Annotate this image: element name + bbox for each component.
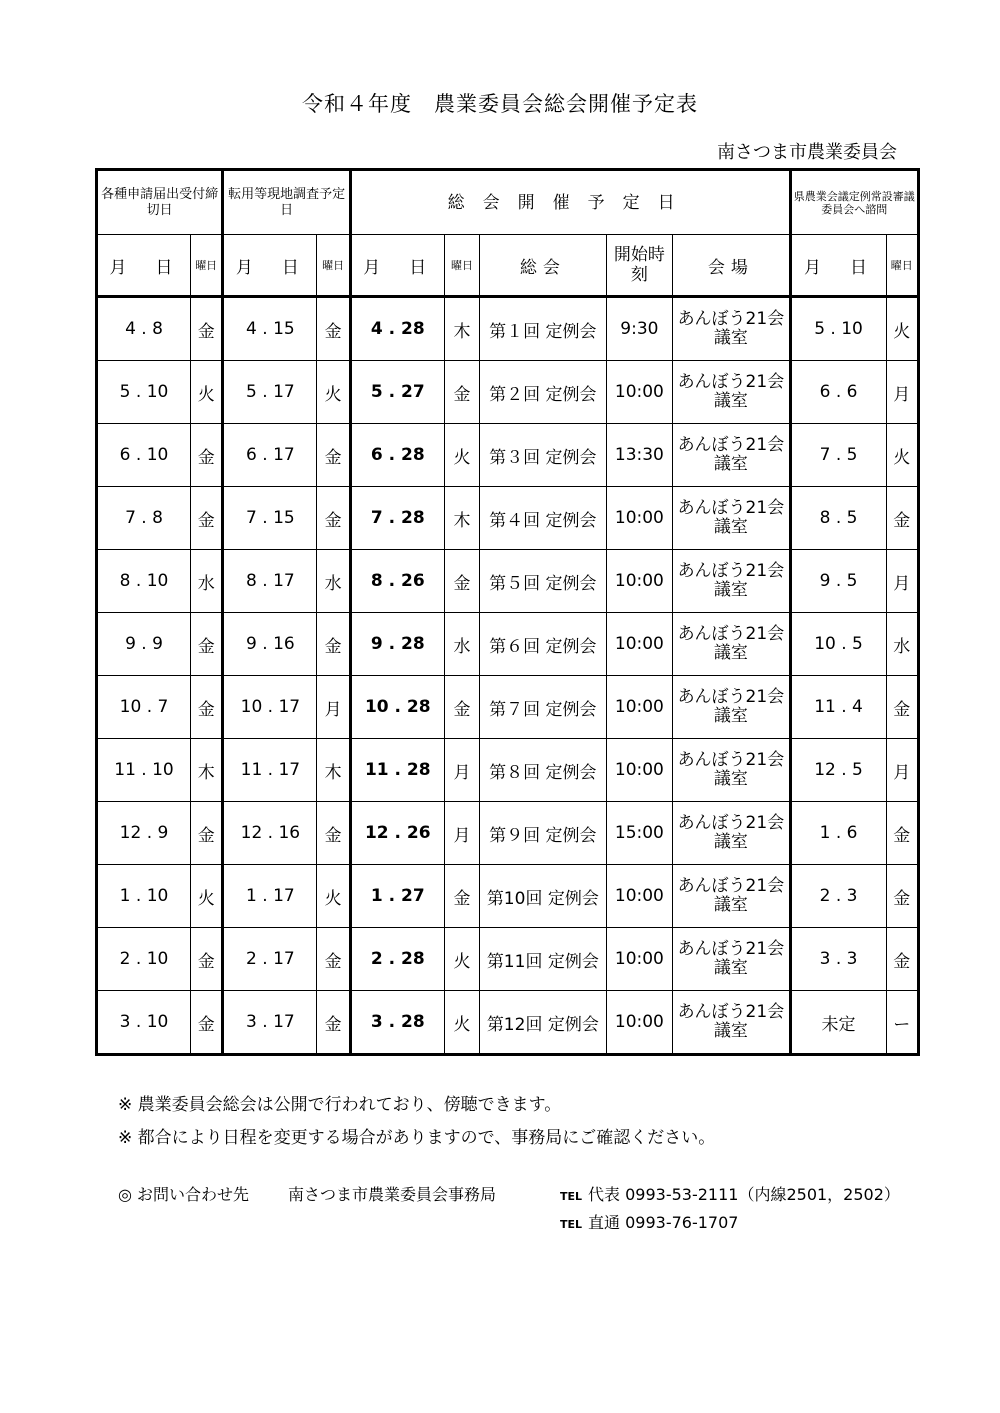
survey-weekday: 月 — [317, 676, 350, 739]
survey-weekday: 火 — [317, 865, 350, 928]
session-name: 第11回 定例会 — [480, 928, 606, 991]
contact-label: ◎ お問い合わせ先 — [118, 1185, 250, 1204]
deadline-date: 10 . 7 — [97, 676, 191, 739]
meeting-date: 10 . 28 — [350, 676, 444, 739]
table-row — [97, 550, 919, 613]
consult-date: 未定 — [790, 991, 886, 1055]
deadline-date: 11 . 10 — [97, 739, 191, 802]
start-time: 10:00 — [606, 928, 673, 991]
deadline-weekday: 金 — [191, 802, 223, 865]
deadline-weekday: 金 — [191, 424, 223, 487]
contact-dept: 南さつま市農業委員会事務局 — [288, 1185, 497, 1204]
consult-header: 県農業会議定例常設審議委員会へ諮問 — [790, 170, 918, 235]
deadline-date: 7 . 8 — [97, 487, 191, 550]
start-time: 10:00 — [606, 739, 673, 802]
table-row — [97, 928, 919, 991]
deadline-date: 3 . 10 — [97, 991, 191, 1055]
organization-name: 南さつま市農業委員会 — [717, 142, 897, 163]
session-name: 第５回 定例会 — [480, 550, 606, 613]
venue: あんぼう21会議室 — [673, 297, 790, 361]
venue: あんぼう21会議室 — [673, 550, 790, 613]
session-name: 第７回 定例会 — [480, 676, 606, 739]
consult-weekday: 月 — [886, 361, 918, 424]
start-time: 10:00 — [606, 550, 673, 613]
meeting-date: 3 . 28 — [350, 991, 444, 1055]
consult-weekday: 金 — [886, 865, 918, 928]
col-month-day: 月 日 — [97, 235, 191, 297]
table-row — [97, 487, 919, 550]
col-session: 総会 — [480, 235, 606, 297]
consult-date: 3 . 3 — [790, 928, 886, 991]
survey-date: 12 . 16 — [223, 802, 317, 865]
session-name: 第４回 定例会 — [480, 487, 606, 550]
table-row — [97, 739, 919, 802]
consult-date: 9 . 5 — [790, 550, 886, 613]
meeting-date: 2 . 28 — [350, 928, 444, 991]
consult-date: 11 . 4 — [790, 676, 886, 739]
survey-weekday: 水 — [317, 550, 350, 613]
tel-mark: TEL — [560, 1218, 583, 1231]
start-time: 10:00 — [606, 676, 673, 739]
col-month-day: 月 日 — [350, 235, 444, 297]
session-name: 第１回 定例会 — [480, 297, 606, 361]
survey-weekday: 木 — [317, 739, 350, 802]
notes — [118, 1090, 715, 1156]
consult-weekday: 火 — [886, 424, 918, 487]
schedule-table — [95, 168, 920, 1056]
meeting-weekday: 水 — [444, 613, 479, 676]
tel-direct — [560, 1210, 738, 1233]
consult-date: 8 . 5 — [790, 487, 886, 550]
meeting-weekday: 金 — [444, 865, 479, 928]
deadline-date: 8 . 10 — [97, 550, 191, 613]
col-weekday: 曜日 — [444, 235, 479, 297]
deadline-weekday: 木 — [191, 739, 223, 802]
consult-date: 6 . 6 — [790, 361, 886, 424]
survey-date: 1 . 17 — [223, 865, 317, 928]
survey-date: 10 . 17 — [223, 676, 317, 739]
meeting-date: 12 . 26 — [350, 802, 444, 865]
survey-date: 2 . 17 — [223, 928, 317, 991]
survey-date: 7 . 15 — [223, 487, 317, 550]
start-time: 9:30 — [606, 297, 673, 361]
deadline-date: 12 . 9 — [97, 802, 191, 865]
col-start-time: 開始時刻 — [606, 235, 673, 297]
meeting-date: 8 . 26 — [350, 550, 444, 613]
survey-date: 8 . 17 — [223, 550, 317, 613]
col-month-day: 月 日 — [223, 235, 317, 297]
deadline-date: 9 . 9 — [97, 613, 191, 676]
note-public: ※ 農業委員会総会は公開で行われており、傍聴できます。 — [118, 1095, 562, 1115]
venue: あんぼう21会議室 — [673, 424, 790, 487]
tel-main-number: 代表 0993-53-2111（内線2501，2502） — [588, 1185, 900, 1204]
deadline-header: 各種申請届出受付締切日 — [97, 170, 223, 235]
venue: あんぼう21会議室 — [673, 676, 790, 739]
deadline-date: 6 . 10 — [97, 424, 191, 487]
deadline-weekday: 火 — [191, 361, 223, 424]
deadline-weekday: 金 — [191, 991, 223, 1055]
table-row — [97, 424, 919, 487]
survey-date: 4 . 15 — [223, 297, 317, 361]
consult-weekday: ー — [886, 991, 918, 1055]
survey-weekday: 金 — [317, 928, 350, 991]
col-weekday: 曜日 — [886, 235, 918, 297]
session-name: 第８回 定例会 — [480, 739, 606, 802]
survey-weekday: 金 — [317, 613, 350, 676]
table-row — [97, 865, 919, 928]
col-weekday: 曜日 — [317, 235, 350, 297]
meeting-weekday: 月 — [444, 739, 479, 802]
consult-weekday: 金 — [886, 676, 918, 739]
deadline-weekday: 火 — [191, 865, 223, 928]
col-weekday: 曜日 — [191, 235, 223, 297]
meeting-weekday: 火 — [444, 928, 479, 991]
survey-weekday: 金 — [317, 297, 350, 361]
deadline-date: 4 . 8 — [97, 297, 191, 361]
meeting-weekday: 火 — [444, 424, 479, 487]
tel-direct-number: 直通 0993-76-1707 — [588, 1213, 739, 1232]
table-row — [97, 802, 919, 865]
meeting-date: 9 . 28 — [350, 613, 444, 676]
survey-weekday: 金 — [317, 991, 350, 1055]
meeting-weekday: 金 — [444, 361, 479, 424]
deadline-weekday: 水 — [191, 550, 223, 613]
start-time: 10:00 — [606, 487, 673, 550]
col-month-day: 月 日 — [790, 235, 886, 297]
venue: あんぼう21会議室 — [673, 802, 790, 865]
deadline-date: 5 . 10 — [97, 361, 191, 424]
consult-date: 7 . 5 — [790, 424, 886, 487]
meeting-header: 総会開催予定日 — [350, 170, 790, 235]
start-time: 15:00 — [606, 802, 673, 865]
session-name: 第２回 定例会 — [480, 361, 606, 424]
deadline-weekday: 金 — [191, 297, 223, 361]
venue: あんぼう21会議室 — [673, 487, 790, 550]
meeting-date: 6 . 28 — [350, 424, 444, 487]
venue: あんぼう21会議室 — [673, 928, 790, 991]
start-time: 10:00 — [606, 991, 673, 1055]
deadline-weekday: 金 — [191, 613, 223, 676]
session-name: 第12回 定例会 — [480, 991, 606, 1055]
table-row — [97, 991, 919, 1055]
consult-date: 12 . 5 — [790, 739, 886, 802]
table-row — [97, 676, 919, 739]
survey-weekday: 火 — [317, 361, 350, 424]
meeting-weekday: 木 — [444, 487, 479, 550]
consult-date: 2 . 3 — [790, 865, 886, 928]
survey-header: 転用等現地調査予定日 — [223, 170, 350, 235]
venue: あんぼう21会議室 — [673, 865, 790, 928]
start-time: 10:00 — [606, 865, 673, 928]
consult-weekday: 金 — [886, 802, 918, 865]
session-name: 第６回 定例会 — [480, 613, 606, 676]
meeting-weekday: 金 — [444, 676, 479, 739]
note-change: ※ 都合により日程を変更する場合がありますので、事務局にご確認ください。 — [118, 1128, 716, 1148]
meeting-date: 5 . 27 — [350, 361, 444, 424]
deadline-date: 1 . 10 — [97, 865, 191, 928]
survey-date: 9 . 16 — [223, 613, 317, 676]
table-row — [97, 297, 919, 361]
start-time: 10:00 — [606, 361, 673, 424]
consult-weekday: 水 — [886, 613, 918, 676]
deadline-weekday: 金 — [191, 676, 223, 739]
session-name: 第10回 定例会 — [480, 865, 606, 928]
consult-weekday: 月 — [886, 550, 918, 613]
consult-date: 5 . 10 — [790, 297, 886, 361]
survey-weekday: 金 — [317, 802, 350, 865]
meeting-weekday: 金 — [444, 550, 479, 613]
meeting-date: 1 . 27 — [350, 865, 444, 928]
survey-weekday: 金 — [317, 424, 350, 487]
consult-date: 1 . 6 — [790, 802, 886, 865]
meeting-weekday: 木 — [444, 297, 479, 361]
consult-weekday: 火 — [886, 297, 918, 361]
consult-weekday: 金 — [886, 487, 918, 550]
table-row — [97, 361, 919, 424]
survey-date: 11 . 17 — [223, 739, 317, 802]
session-name: 第９回 定例会 — [480, 802, 606, 865]
meeting-date: 7 . 28 — [350, 487, 444, 550]
page-title: 令和４年度 農業委員会総会開催予定表 — [302, 92, 698, 116]
consult-weekday: 月 — [886, 739, 918, 802]
meeting-weekday: 火 — [444, 991, 479, 1055]
start-time: 10:00 — [606, 613, 673, 676]
start-time: 13:30 — [606, 424, 673, 487]
consult-date: 10 . 5 — [790, 613, 886, 676]
venue: あんぼう21会議室 — [673, 613, 790, 676]
survey-weekday: 金 — [317, 487, 350, 550]
deadline-weekday: 金 — [191, 928, 223, 991]
venue: あんぼう21会議室 — [673, 361, 790, 424]
session-name: 第３回 定例会 — [480, 424, 606, 487]
survey-date: 3 . 17 — [223, 991, 317, 1055]
group-header-row — [97, 170, 919, 235]
meeting-date: 11 . 28 — [350, 739, 444, 802]
tel-mark: TEL — [560, 1190, 583, 1203]
table-row — [97, 613, 919, 676]
consult-weekday: 金 — [886, 928, 918, 991]
deadline-weekday: 金 — [191, 487, 223, 550]
meeting-date: 4 . 28 — [350, 297, 444, 361]
venue: あんぼう21会議室 — [673, 991, 790, 1055]
col-venue: 会場 — [673, 235, 790, 297]
deadline-date: 2 . 10 — [97, 928, 191, 991]
venue: あんぼう21会議室 — [673, 739, 790, 802]
tel-main — [560, 1182, 900, 1205]
column-header-row — [97, 235, 919, 297]
survey-date: 6 . 17 — [223, 424, 317, 487]
meeting-weekday: 月 — [444, 802, 479, 865]
survey-date: 5 . 17 — [223, 361, 317, 424]
